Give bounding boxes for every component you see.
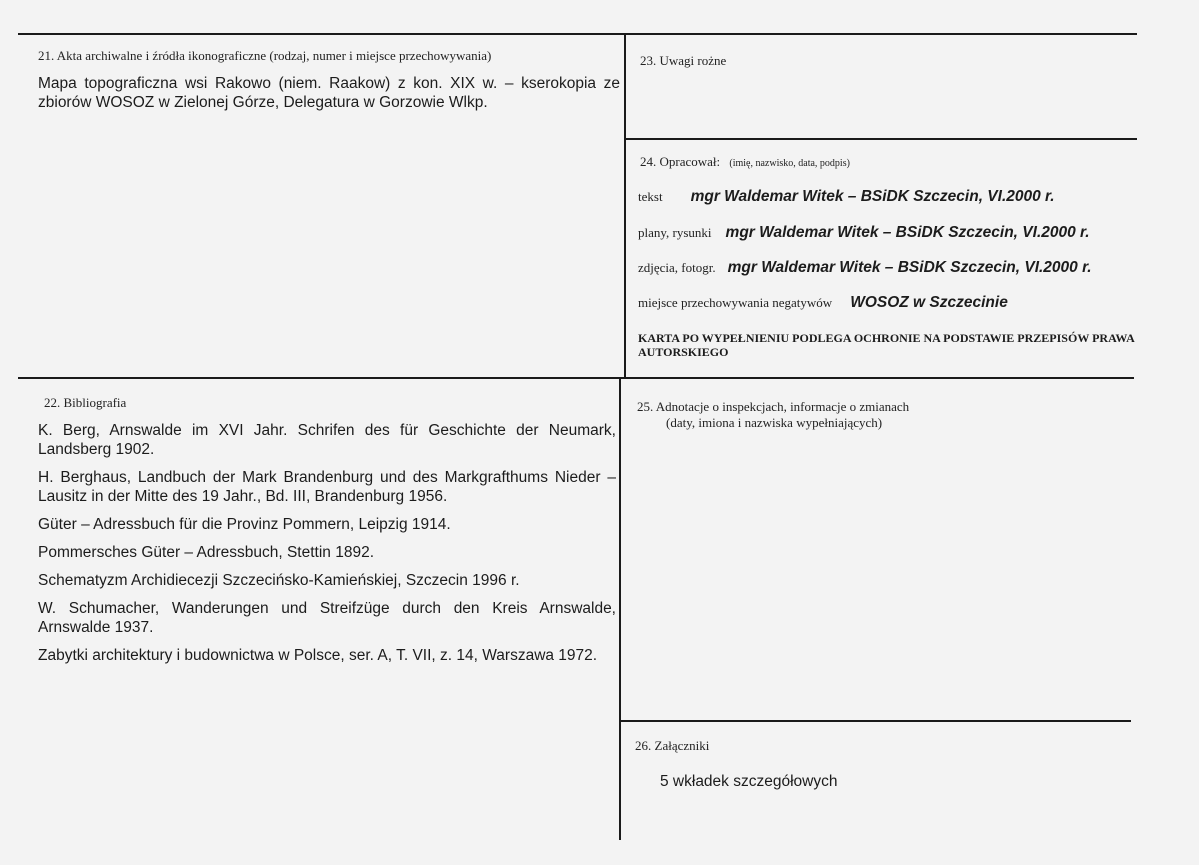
- bibliography-entry: H. Berghaus, Landbuch der Mark Brandenburg und des Markgrafthums Nieder – Lausitz in der Mitte des 19 Jahr., Bd. III, Brandenburg 1956.: [38, 469, 616, 505]
- section-25-label-line2: (daty, imiona i nazwiska wypełniających): [666, 415, 883, 430]
- author-row-label: miejsce przechowywania negatywów: [638, 295, 833, 310]
- divider-25-26: [619, 720, 1131, 722]
- author-row-value: mgr Waldemar Witek – BSiDK Szczecin, VI.2000 r.: [727, 259, 1092, 276]
- author-row-plans: [638, 224, 1090, 242]
- author-row-text: [638, 188, 1055, 206]
- bibliography-entry: K. Berg, Arnswalde im XVI Jahr. Schrifen des für Geschichte der Neumark, Landsberg 1902.: [38, 422, 616, 458]
- section-25-label-line1: 25. Adnotacje o inspekcjach, informacje o zmianach: [637, 399, 910, 414]
- bibliography-list: [38, 421, 616, 674]
- section-21-label: 21. Akta archiwalne i źródła ikonograficzne (rodzaj, numer i miejsce przechowywania): [38, 48, 492, 63]
- section-24-note: (imię, nazwisko, data, podpis): [729, 158, 850, 169]
- divider-23-24: [624, 138, 1137, 140]
- section-26-label: 26. Załączniki: [635, 738, 710, 753]
- middle-divider-line: [18, 377, 1134, 379]
- author-row-photos: [638, 259, 1092, 277]
- top-border-line: [18, 33, 1137, 35]
- bibliography-entry: Pommersches Güter – Adressbuch, Stettin 1892.: [38, 544, 375, 561]
- author-row-value: mgr Waldemar Witek – BSiDK Szczecin, VI.2000 r.: [725, 224, 1090, 241]
- author-row-label: tekst: [638, 189, 663, 204]
- section-22-label: 22. Bibliografia: [44, 395, 127, 410]
- bibliography-entry: Zabytki architektury i budownictwa w Polsce, ser. A, T. VII, z. 14, Warszawa 1972.: [38, 647, 598, 664]
- section-24-title: 24. Opracował:: [640, 154, 721, 169]
- author-row-value: mgr Waldemar Witek – BSiDK Szczecin, VI.2000 r.: [690, 188, 1055, 205]
- column-divider-top: [624, 33, 626, 378]
- section-26-text: 5 wkładek szczegółowych: [660, 773, 838, 790]
- section-21-text: Mapa topograficzna wsi Rakowo (niem. Raakow) z kon. XIX w. – kserokopia ze zbiorów WOSOZ w Zielonej Górze, Delegatura w Gorzowie Wlkp.: [38, 75, 620, 111]
- author-row-label: zdjęcia, fotogr.: [638, 260, 716, 275]
- section-24-label: [640, 154, 850, 170]
- section-23-label: 23. Uwagi rożne: [640, 53, 727, 68]
- bibliography-entry: Güter – Adressbuch für die Provinz Pommern, Leipzig 1914.: [38, 516, 451, 533]
- author-row-label: plany, rysunki: [638, 225, 712, 240]
- author-row-value: WOSOZ w Szczecinie: [850, 294, 1008, 311]
- bibliography-entry: Schematyzm Archidiecezji Szczecińsko-Kamieńskiej, Szczecin 1996 r.: [38, 572, 520, 589]
- copyright-notice: KARTA PO WYPEŁNIENIU PODLEGA OCHRONIE NA PODSTAWIE PRZEPISÓW PRAWA AUTORSKIEGO: [638, 331, 1135, 359]
- author-row-negatives: [638, 294, 1008, 312]
- column-divider-bottom: [619, 378, 621, 840]
- bibliography-entry: W. Schumacher, Wanderungen und Streifzüge durch den Kreis Arnswalde, Arnswalde 1937.: [38, 600, 616, 636]
